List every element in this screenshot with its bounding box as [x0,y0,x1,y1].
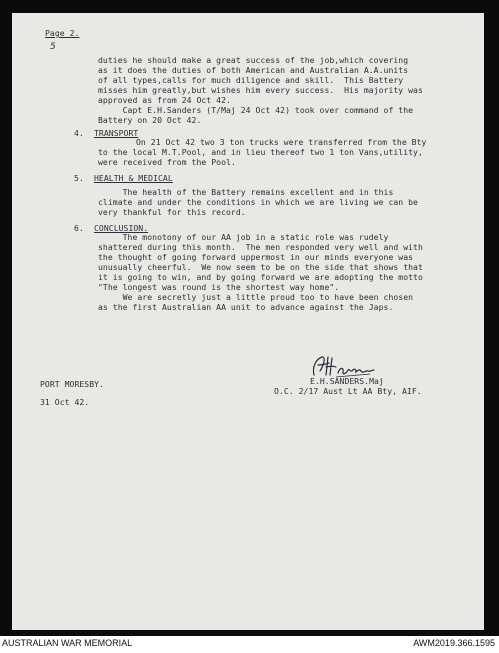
footer-accession-number: AWM2019.366.1595 [413,638,495,648]
section-line: as the first Australian AA unit to advance against the Japs. [98,302,394,312]
section-line: it is going to win, and by going forward we are adopting the motto [98,272,423,282]
section-line: The health of the Battery remains excellent and in this [98,187,394,197]
signatory-title: O.C. 2/17 Aust Lt AA Bty, AIF. [274,386,422,396]
section-line: to the local M.T.Pool, and in lieu thereof two 1 ton Vans,utility, [98,147,423,157]
para-line: Capt E.H.Sanders (T/Maj 24 Oct 42) took over command of the [98,105,414,115]
page-label: Page 2. [45,28,80,38]
para-line: of all types,calls for much diligence and skill. This Battery [98,75,404,85]
para-line: duties he should make a great success of the job,which covering [98,55,409,65]
section-line: We are secretly just a little proud too to have been chosen [98,292,414,302]
section-line: "The longest was round is the shortest way home". [98,282,340,292]
para-line: approved as from 24 Oct 42. [98,95,231,105]
section-line: On 21 Oct 42 two 3 ton trucks were transferred from the Bty [136,137,427,147]
section-heading-health: HEALTH & MEDICAL [94,173,173,183]
section-line: the thought of going forward uppermost in our minds everyone was [98,252,414,262]
document-page [12,13,484,630]
place: PORT MORESBY. [40,379,104,389]
section-heading-transport: TRANSPORT [94,128,139,138]
para-line: Battery on 20 Oct 42. [98,115,202,125]
section-number: 6. [74,223,84,233]
section-line: were received from the Pool. [98,157,236,167]
date: 31 Oct 42. [40,397,90,407]
section-line: climate and under the conditions in which we are living we can be [98,197,418,207]
signatory-name: E.H.SANDERS.Maj [310,376,384,386]
section-line: The monotony of our AA job in a static role was rudely [98,232,389,242]
section-line: shattered during this month. The men responded very well and with [98,242,423,252]
handwritten-page-mark: 5 [50,42,56,52]
section-heading-conclusion: CONCLUSION. [94,223,149,233]
section-line: very thankful for this record. [98,207,246,217]
section-number: 5. [74,173,84,183]
para-line: misses him greatly,but wishes him every success. His majority was [98,85,423,95]
section-number: 4. [74,128,84,138]
para-line: as it does the duties of both American and Australian A.A.units [98,65,409,75]
section-line: unusually cheerful. We now seem to be on the side that shows that [98,262,423,272]
footer-archive-name: AUSTRALIAN WAR MEMORIAL [2,638,133,648]
